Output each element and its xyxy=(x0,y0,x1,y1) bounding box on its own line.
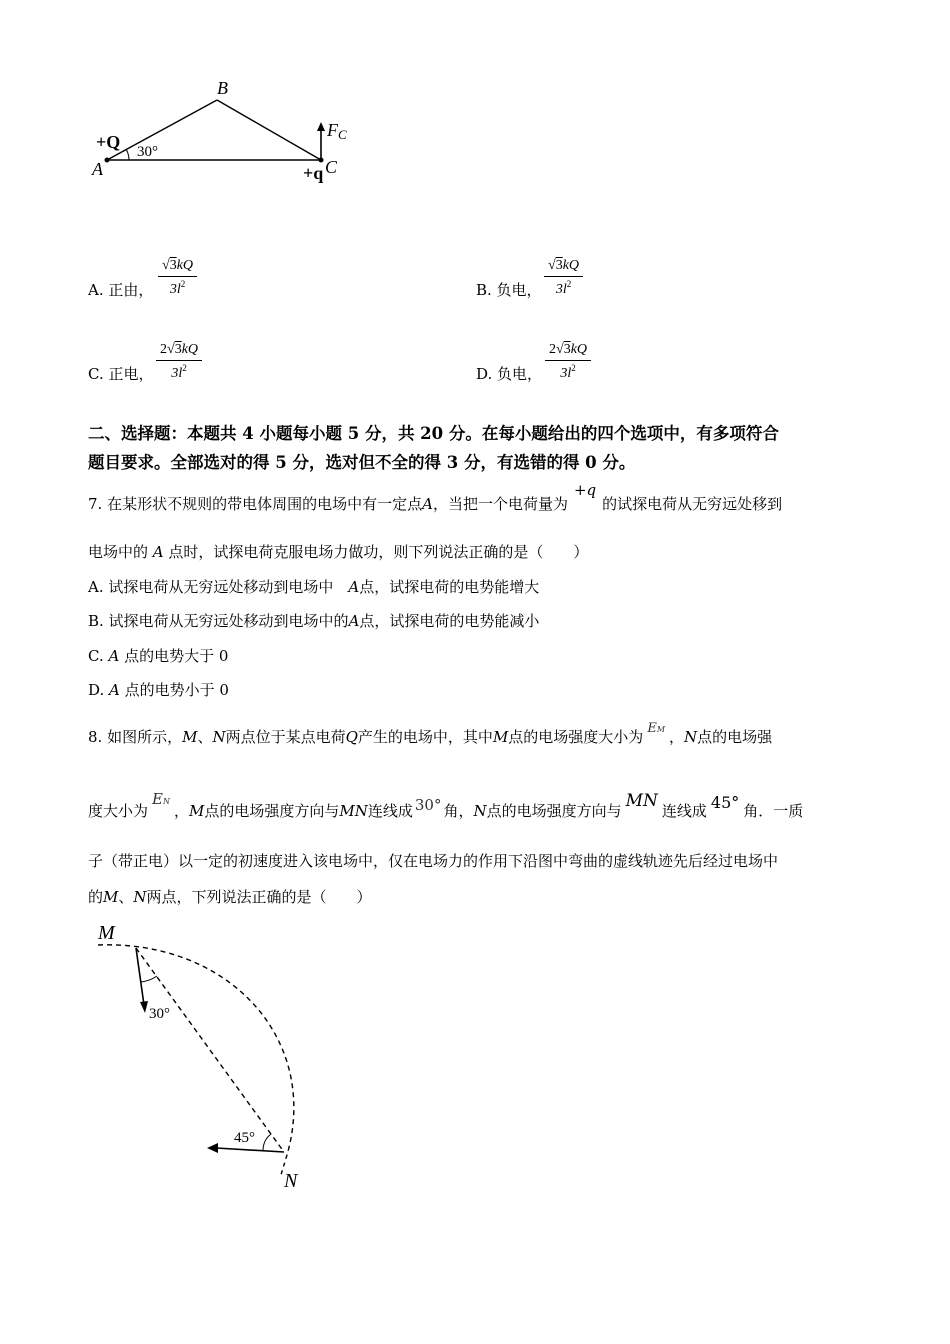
q7-line2-b: 点时，试探电荷克服电场力做功，则下列说法正确的是（ ） xyxy=(168,543,589,561)
section-heading-line1: 二、选择题：本题共 4 小题每小题 5 分，共 20 分。在每小题给出的四个选项中，有多项符合 xyxy=(88,424,779,443)
q7-line1-c: 的试探电荷从无穷远处移到 xyxy=(602,495,783,513)
q7-option-A xyxy=(88,577,539,597)
var-N: N xyxy=(133,888,147,906)
label-F: F xyxy=(327,120,338,140)
label-angle-30-fig2: 30° xyxy=(149,1006,170,1022)
curved-trajectory xyxy=(98,945,294,1155)
q8-l1-d: 点的电场强度大小为 xyxy=(508,728,644,746)
var-M: M xyxy=(188,802,205,820)
var-M: M xyxy=(492,728,509,746)
q7-optA-a: A. 试探电荷从无穷远处移动到电场中 xyxy=(88,578,349,596)
option-C-fraction xyxy=(156,342,202,382)
numerator-tail: kQ xyxy=(176,258,194,273)
numerator-tail: kQ xyxy=(562,258,580,273)
force-arrowhead xyxy=(317,122,325,131)
q8-l1-e: ， xyxy=(669,728,685,746)
q7-optD-a: D. xyxy=(88,681,110,699)
option-A-prefix: A. 正由， xyxy=(88,281,154,299)
option-B-prefix: B. 负电， xyxy=(476,281,542,299)
denominator: 3l xyxy=(560,366,572,381)
q7-optC-a: C. xyxy=(88,647,109,665)
var-N: N xyxy=(684,728,698,746)
var-A: A xyxy=(108,647,120,665)
numerator-tail: kQ xyxy=(181,342,199,357)
denominator-exponent: 2 xyxy=(182,363,187,373)
q7-optC-b: 点的电势大于 0 xyxy=(124,647,229,665)
q8-l2-d: 连线成 xyxy=(367,802,413,820)
q7-line2-a: 电场中的 xyxy=(88,543,149,561)
E-N-subscript: N xyxy=(162,797,170,806)
label-C: C xyxy=(325,157,338,177)
trajectory-figure xyxy=(80,920,340,1200)
sep: 、 xyxy=(118,888,134,906)
q8-l2-a: 度大小为 xyxy=(88,802,149,820)
sep: 、 xyxy=(197,728,213,746)
q8-l2-c: 点的电场强度方向与 xyxy=(204,802,340,820)
label-A: A xyxy=(92,159,103,179)
coefficient: 2 xyxy=(160,342,167,357)
deg-45: 45° xyxy=(710,793,740,812)
q7-line1-a: 7. 在某形状不规则的带电体周围的电场中有一定点 xyxy=(88,495,423,513)
q8-line2 xyxy=(88,790,804,824)
var-A: A xyxy=(109,681,120,699)
radicand: 3 xyxy=(555,258,563,273)
denominator-exponent: 2 xyxy=(571,363,576,373)
E-M-subscript: M xyxy=(656,725,666,734)
radicand: 3 xyxy=(174,342,182,357)
q8-l2-f: 点的电场强度方向与 xyxy=(486,802,622,820)
option-C-prefix: C. 正电， xyxy=(88,365,154,383)
angle-arc-M xyxy=(140,976,157,982)
q8-line1 xyxy=(88,721,773,750)
sqrt-sign: √ xyxy=(162,258,170,273)
q8-l4-b: 两点，下列说法正确的是（ ） xyxy=(146,888,372,906)
option-A-fraction xyxy=(158,258,197,298)
label-M: M xyxy=(98,922,115,944)
q8-l1-c: 产生的电场中，其中 xyxy=(357,728,493,746)
q8-l1-b: 两点位于某点电荷 xyxy=(225,728,346,746)
coefficient: 2 xyxy=(549,342,556,357)
q8-line3: 子（带正电）以一定的初速度进入该电场中，仅在电场力的作用下沿图中弯曲的虚线轨迹先后经过电场中 xyxy=(88,852,779,870)
q7-optD-b: 点的电势小于 0 xyxy=(124,681,229,699)
field-arrowhead-N xyxy=(207,1143,218,1153)
side-BC xyxy=(217,100,321,160)
field-arrowhead-M xyxy=(140,1001,148,1013)
label-plus-q: +q xyxy=(303,163,324,183)
q7-line1-b: ，当把一个电荷量为 xyxy=(432,495,568,513)
var-A: A xyxy=(348,612,360,630)
var-A: A xyxy=(152,543,164,561)
E-M xyxy=(647,721,665,736)
straight-line-MN xyxy=(136,948,284,1152)
angle-arc-A xyxy=(126,149,129,160)
q7-optB-a: B. 试探电荷从无穷远处移动到电场中的 xyxy=(88,612,349,630)
label-angle-45-fig2: 45° xyxy=(234,1130,255,1146)
q8-l2-e: 角， xyxy=(443,802,474,820)
label-angle-30: 30° xyxy=(137,144,158,160)
E-N xyxy=(152,790,170,808)
denominator-exponent: 2 xyxy=(566,279,572,289)
radicand: 3 xyxy=(169,258,177,273)
denominator: 3l xyxy=(555,282,567,297)
var-M: M xyxy=(182,728,198,746)
var-MN: MN xyxy=(625,791,658,811)
E-symbol: E xyxy=(152,790,163,808)
denominator: 3l xyxy=(169,282,181,297)
angle-arc-N xyxy=(263,1134,271,1150)
q7-optB-b: 点，试探电荷的电势能减小 xyxy=(359,612,540,630)
denominator: 3l xyxy=(171,366,183,381)
var-Q: Q xyxy=(345,728,358,746)
q7-option-C xyxy=(88,646,228,666)
numerator-tail: kQ xyxy=(570,342,588,357)
var-N: N xyxy=(473,802,487,820)
var-MN: MN xyxy=(339,802,368,820)
q8-line4 xyxy=(88,887,372,907)
var-A: A xyxy=(422,495,433,513)
label-F-subscript: C xyxy=(338,127,347,142)
side-AB xyxy=(107,100,217,160)
q7-line2 xyxy=(88,542,588,562)
q8-l1-f: 点的电场强 xyxy=(697,728,773,746)
label-N: N xyxy=(284,1170,298,1192)
option-D-prefix: D. 负电， xyxy=(476,365,543,383)
label-B: B xyxy=(217,78,228,98)
q8-l2-h: 角．一质 xyxy=(743,802,804,820)
q8-l2-g: 连线成 xyxy=(661,802,707,820)
var-N: N xyxy=(212,728,226,746)
q8-l1-a: 8. 如图所示， xyxy=(88,728,183,746)
plus-q: +q xyxy=(573,481,597,499)
label-F-C xyxy=(327,120,347,145)
q7-option-B xyxy=(88,611,539,631)
label-plus-Q: +Q xyxy=(96,132,121,152)
q8-l4-a: 的 xyxy=(88,888,104,906)
q7-optA-b: 点，试探电荷的电势能增大 xyxy=(359,578,540,596)
field-arrow-N xyxy=(216,1148,284,1152)
E-symbol: E xyxy=(647,721,657,736)
q7-line1 xyxy=(88,481,783,514)
sqrt-sign: √ xyxy=(548,258,556,273)
option-D-fraction xyxy=(545,342,591,382)
sqrt-sign: √ xyxy=(556,342,564,357)
var-A: A xyxy=(348,578,360,596)
denominator-exponent: 2 xyxy=(180,279,186,289)
q8-l2-b: ， xyxy=(173,802,189,820)
sqrt-sign: √ xyxy=(167,342,175,357)
section-heading-line2: 题目要求。全部选对的得 5 分，选对但不全的得 3 分，有选错的得 0 分。 xyxy=(88,453,636,472)
point-A xyxy=(105,158,110,163)
q7-option-D xyxy=(88,680,229,700)
deg-30: 30° xyxy=(414,796,442,814)
radicand: 3 xyxy=(563,342,571,357)
var-M: M xyxy=(103,888,119,906)
option-B-fraction xyxy=(544,258,583,298)
